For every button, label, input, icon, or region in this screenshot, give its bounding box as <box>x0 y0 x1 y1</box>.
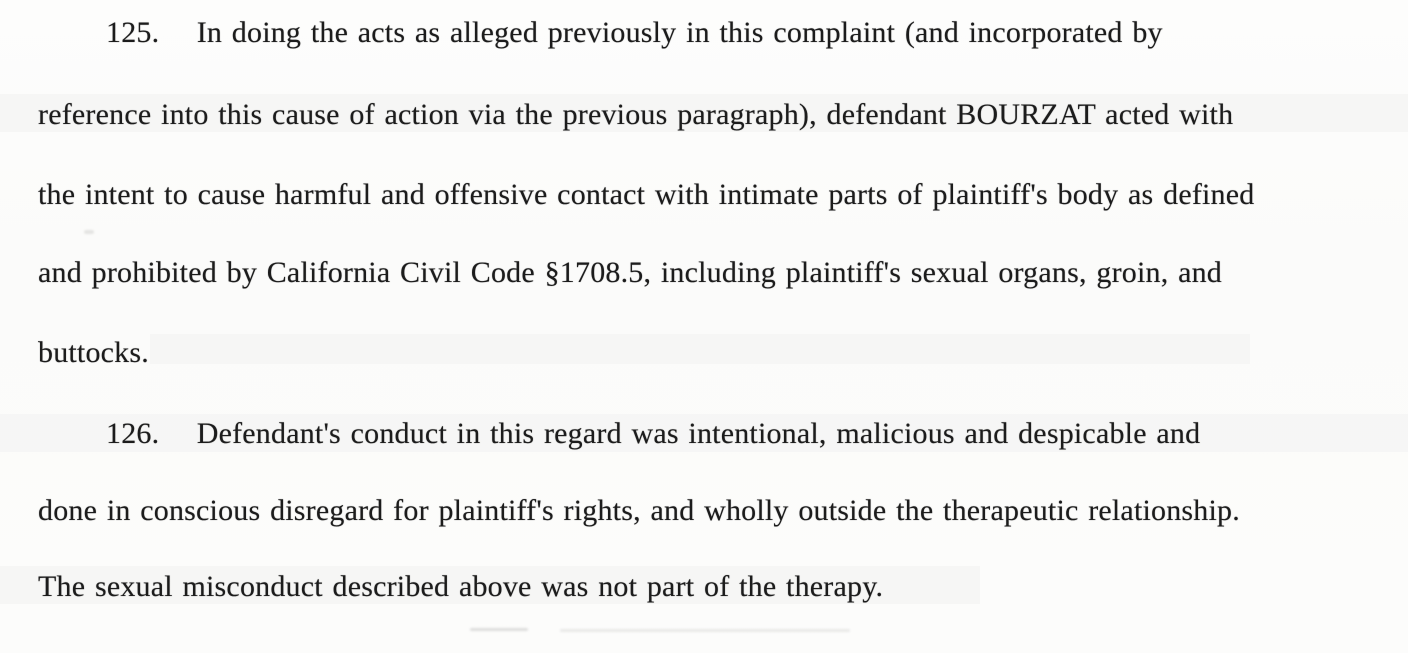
paragraph-125-line-2 <box>38 98 1233 132</box>
text-line: buttocks. <box>38 336 149 369</box>
paragraph-number-125: 125. <box>106 16 160 49</box>
text-line: reference into this cause of action via the previous paragraph), defendant BOURZAT acted with <box>38 98 1234 131</box>
paragraph-126-line-2 <box>38 494 1240 528</box>
paragraph-125-line-1 <box>38 16 1163 50</box>
text-line: Defendant's conduct in this regard was intentional, malicious and despicable and <box>196 417 1201 450</box>
text-line: the intent to cause harmful and offensive contact with intimate parts of plaintiff's body as defined <box>38 178 1255 211</box>
scan-smudge <box>560 629 850 632</box>
paragraph-number-126: 126. <box>106 417 160 450</box>
paragraph-125-line-5 <box>38 336 149 370</box>
text-line: and prohibited by California Civil Code §1708.5, including plaintiff's sexual organs, groin, and <box>38 256 1223 289</box>
paragraph-126-line-3 <box>38 570 883 604</box>
text-line: done in conscious disregard for plaintiff's rights, and wholly outside the therapeutic relationship. <box>38 494 1240 527</box>
scan-smudge <box>470 628 528 631</box>
text-line: The sexual misconduct described above was not part of the therapy. <box>38 570 884 603</box>
scan-shading-band <box>150 334 1250 364</box>
paragraph-125-line-3 <box>38 178 1254 212</box>
paragraph-126-line-1 <box>38 417 1200 451</box>
paragraph-125-line-4 <box>38 256 1222 290</box>
text-line: In doing the acts as alleged previously in this complaint (and incorporated by <box>196 16 1163 49</box>
scan-smudge <box>84 230 94 234</box>
